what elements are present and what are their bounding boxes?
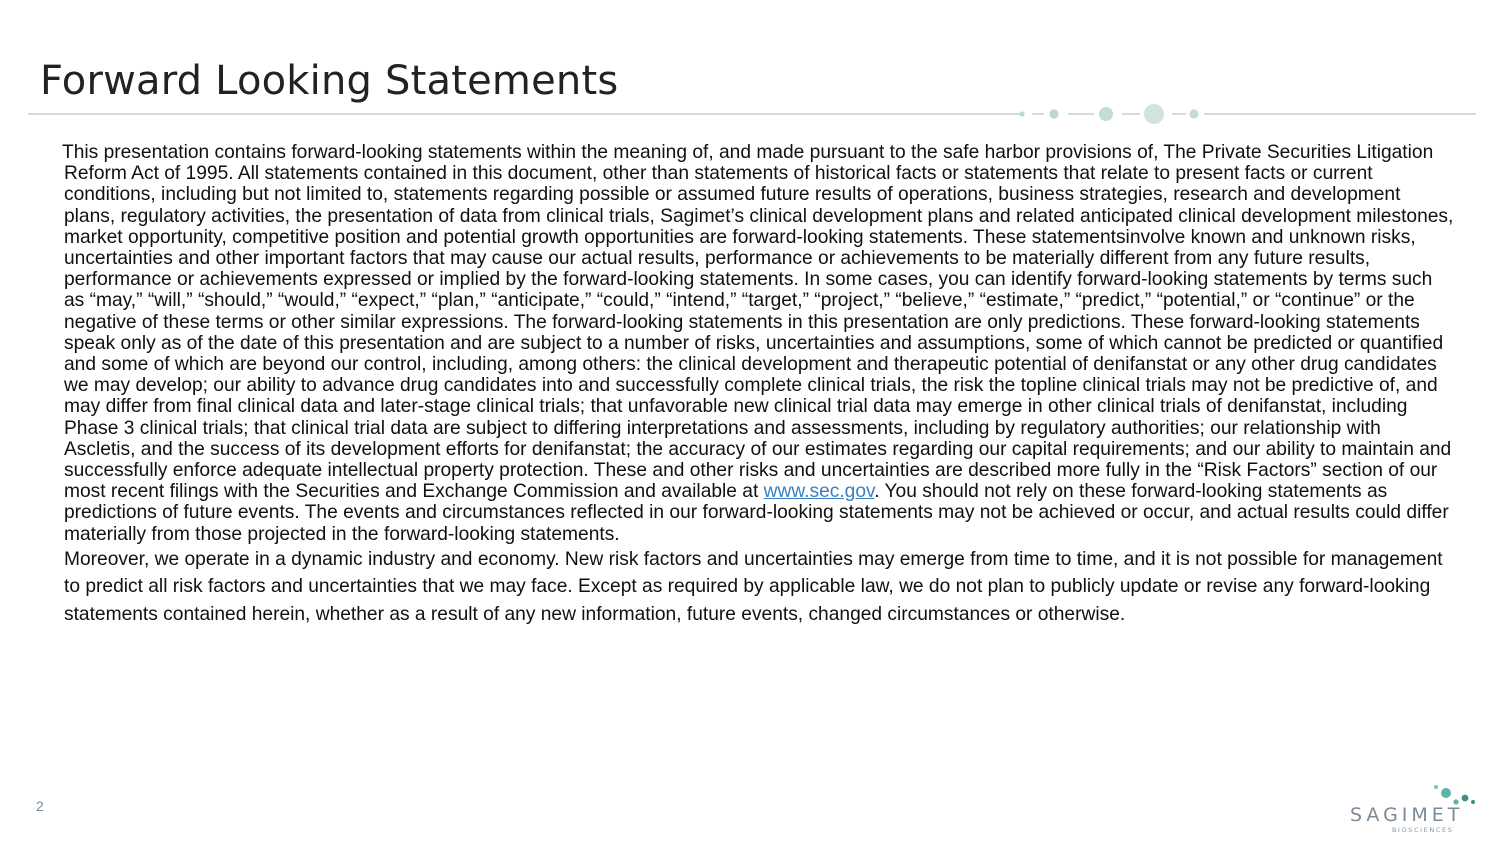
disclaimer-body	[64, 142, 1456, 628]
paragraph-1-text-b: . You should not rely on these forward-looking statements as predictions of future events. The events and circumstances reflected in our forward-looking statements may not be achieved or occur, and actual results could differ materially from those projected in the forward-looking statements.	[64, 481, 1449, 545]
company-logo	[1346, 784, 1478, 834]
page-title: Forward Looking Statements	[40, 58, 619, 104]
divider-dot-4	[1144, 104, 1164, 124]
logo-subtitle: BIOSCIENCES	[1392, 826, 1454, 834]
disclaimer-paragraph-1	[64, 142, 1456, 545]
logo-wordmark: SAGIMET	[1350, 804, 1464, 826]
page-number: 2	[36, 798, 44, 814]
sec-gov-link[interactable]: www.sec.gov	[763, 481, 875, 503]
title-divider	[28, 104, 1476, 124]
divider-dot-1	[1019, 111, 1024, 116]
divider-dot-3	[1099, 107, 1113, 121]
divider-dot-2	[1049, 109, 1058, 118]
paragraph-1-text-a: This presentation contains forward-looking statements within the meaning of, and made pursuant to the safe harbor provisions of, The Private Securities Litigation Reform Act of 1995. All statements contained in this document, other than statements of historical facts or statements that relate to present facts or current conditions, including but not limited to, statements regarding possible or assumed future results of operations, business strategies, research and development plans, regulatory activities, the presentation of data from clinical trials, Sagimet’s clinical development plans and related anticipated clinical development milestones, market opportunity, competitive position and potential growth opportunities are forward-looking statements. These statementsinvolve known and unknown risks, uncertainties and other important factors that may cause our actual results, performance or achievements to be materially different from any future results, performance or achievements expressed or implied by the forward-looking statements. In some cases, you can identify forward-looking statements by terms such as “may,” “will,” “should,” “would,” “expect,” “plan,” “anticipate,” “could,” “intend,” “target,” “project,” “believe,” “estimate,” “predict,” “potential,” or “continue” or the negative of these terms or other similar expressions. The forward-looking statements in this presentation are only predictions. These forward-looking statements speak only as of the date of this presentation and are subject to a number of risks, uncertainties and assumptions, some of which cannot be predicted or quantified and some of which are beyond our control, including, among others: the clinical development and therapeutic potential of denifanstat or any other drug candidates we may develop; our ability to advance drug candidates into and successfully complete clinical trials, the risk the topline clinical trials may not be predictive of, and may differ from final clinical data and later-stage clinical trials; that unfavorable new clinical trial data may emerge in other clinical trials of denifanstat, including Phase 3 clinical trials; that clinical trial data are subject to differing interpretations and assessments, including by regulatory authorities; our relationship with Ascletis, and the success of its development efforts for denifanstat; the accuracy of our estimates regarding our capital requirements; and our ability to maintain and successfully enforce adequate intellectual property protection. These and other risks and uncertainties are described more fully in the “Risk Factors” section of our most recent filings with the Securities and Exchange Commission and available at	[62, 142, 1454, 503]
divider-dot-5	[1189, 109, 1198, 118]
disclaimer-paragraph-2: Moreover, we operate in a dynamic industry and economy. New risk factors and uncertainties may emerge from time to time, and it is not possible for management to predict all risk factors and uncertainties that we may face. Except as required by applicable law, we do not plan to publicly update or revise any forward-looking statements contained herein, whether as a result of any new information, future events, changed circumstances or otherwise.	[64, 548, 1443, 625]
